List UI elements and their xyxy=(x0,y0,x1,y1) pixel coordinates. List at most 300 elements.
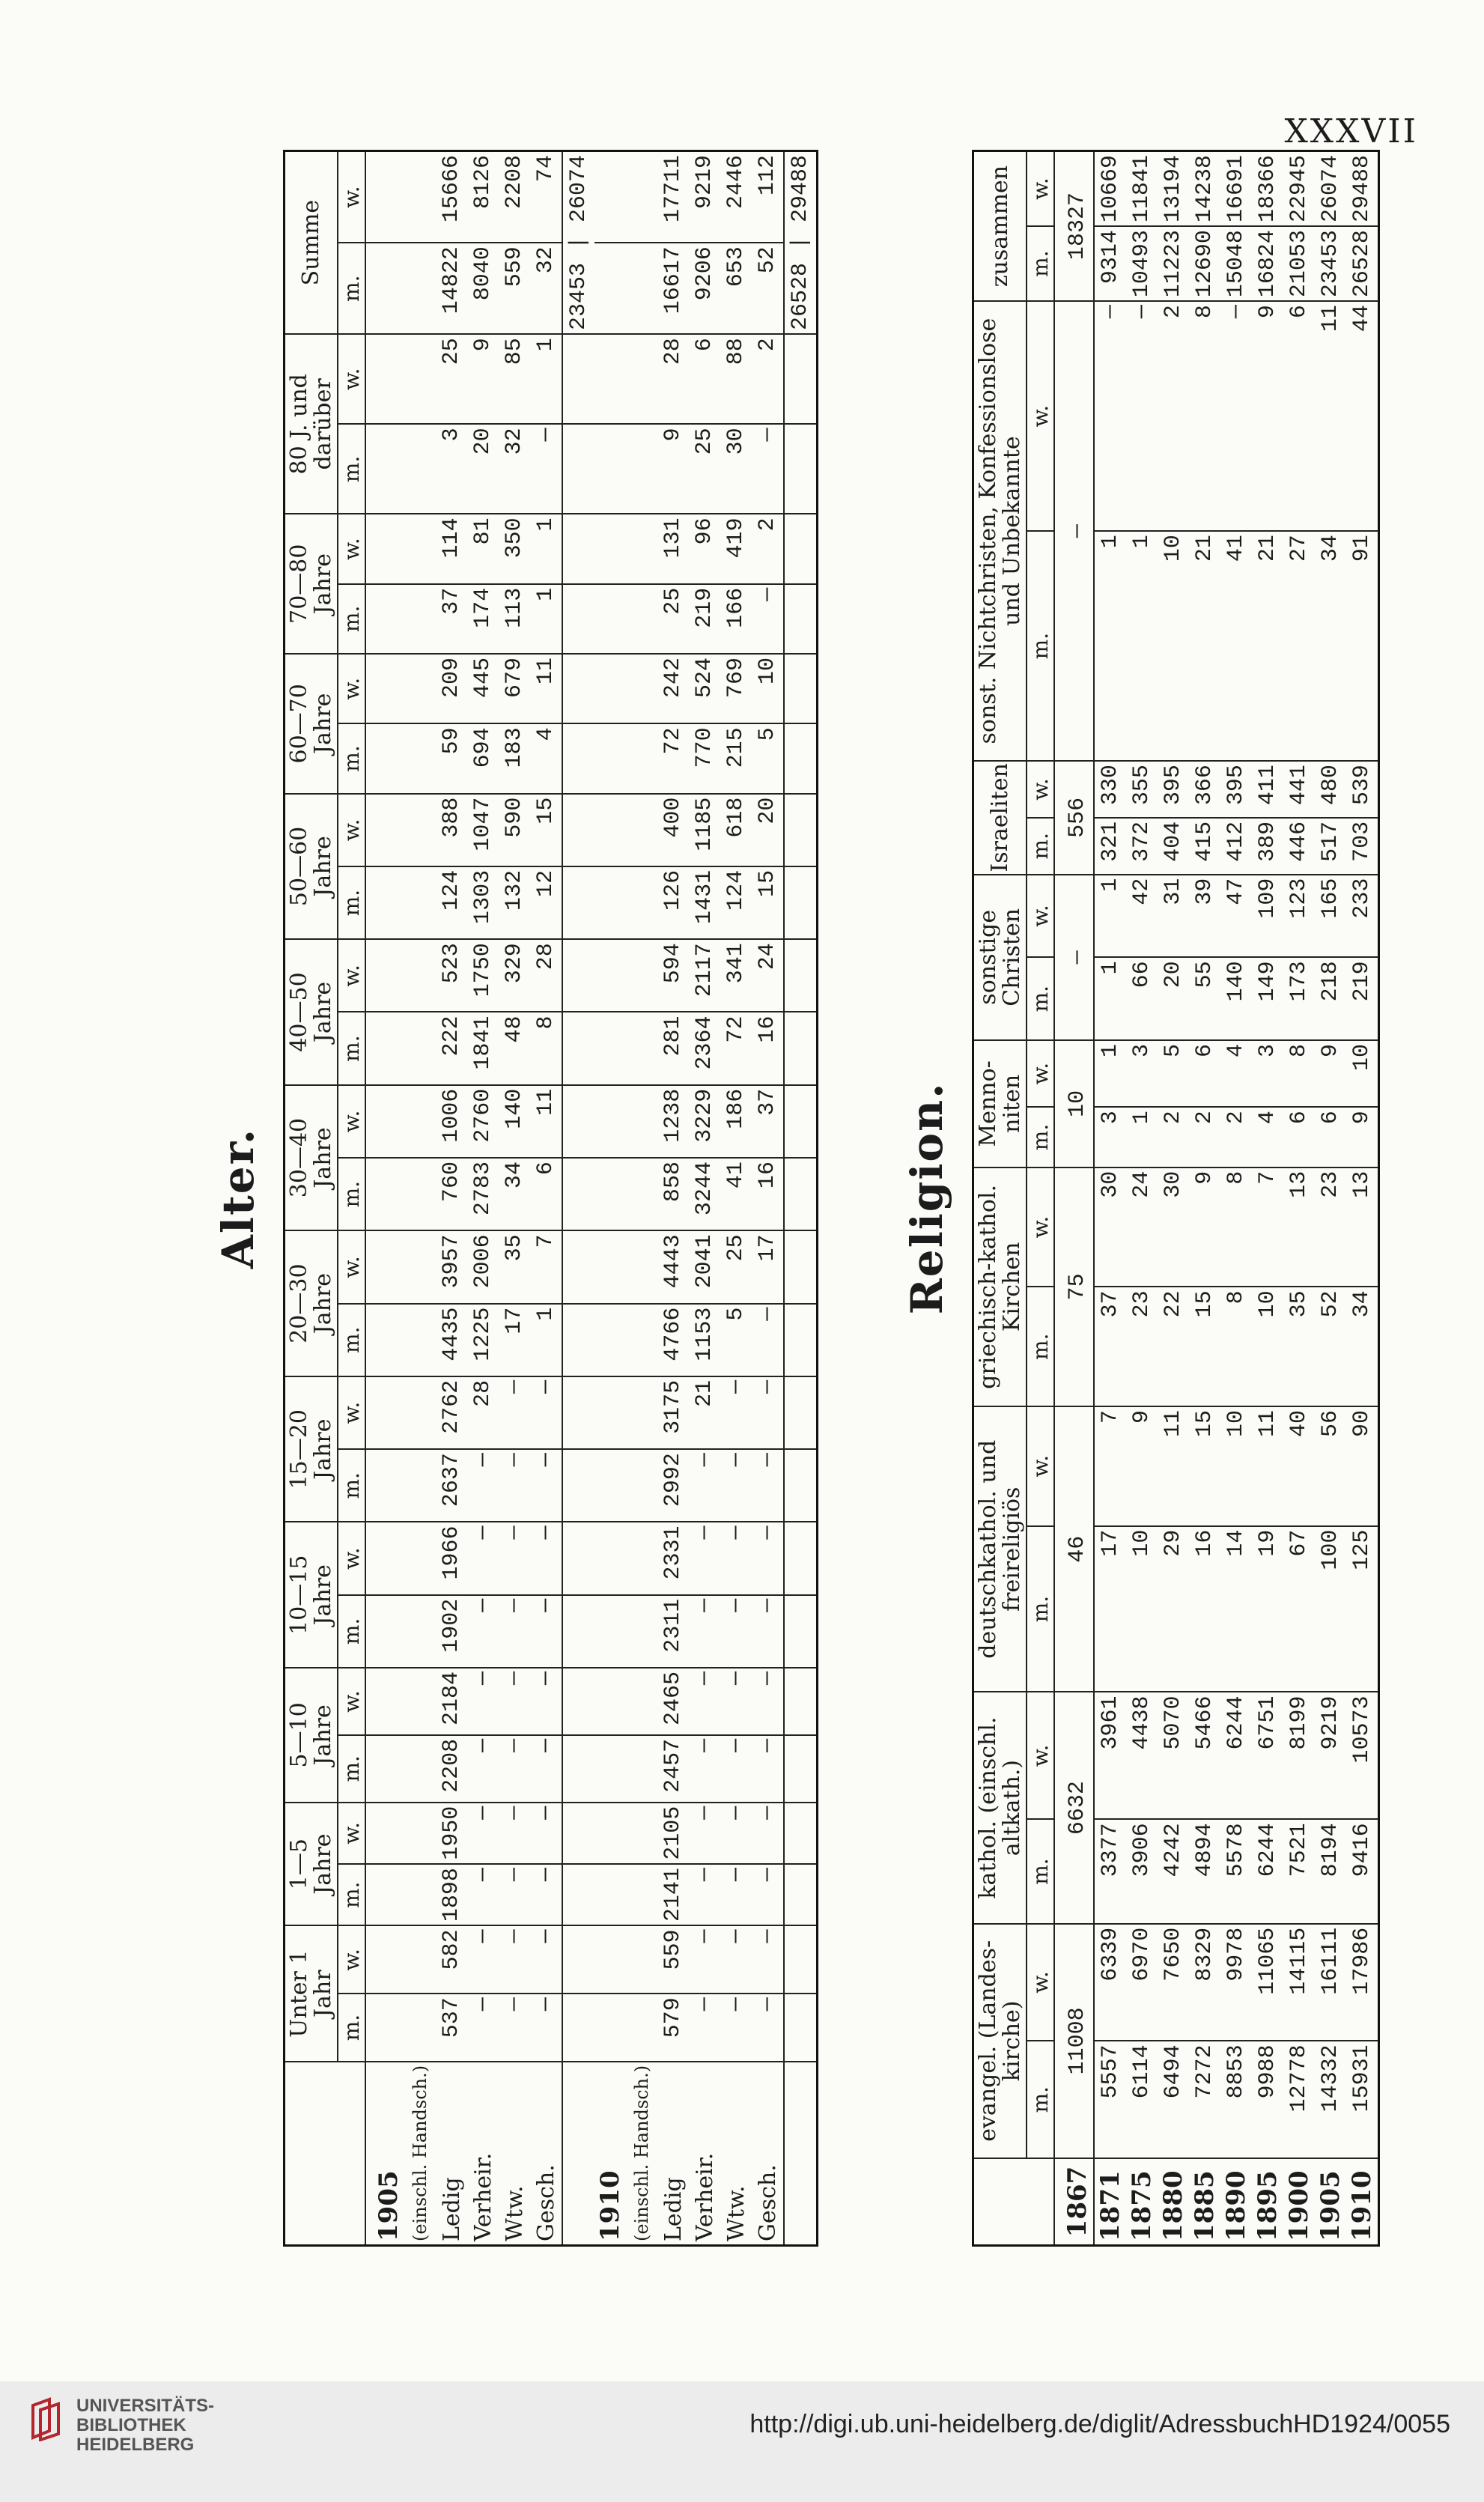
alter-cell: 2446 xyxy=(720,151,752,243)
alter-cell: — xyxy=(499,1595,530,1668)
mw-header: m. xyxy=(338,1595,365,1668)
alter-cell: — xyxy=(689,1994,720,2062)
alter-total-cell: 26528 | 29488 xyxy=(784,151,818,335)
alter-data-row xyxy=(752,151,784,2246)
empty-cell xyxy=(784,1304,818,1376)
empty-cell xyxy=(562,1012,594,1084)
alter-cell: 17 xyxy=(499,1304,530,1376)
empty-cell xyxy=(626,584,657,654)
religion-cell: 9 xyxy=(1189,1168,1220,1287)
religion-cell: 2 xyxy=(1158,1107,1189,1167)
empty-cell xyxy=(594,1803,626,1864)
empty-cell xyxy=(594,1735,626,1803)
religion-cell: 10 xyxy=(1126,1526,1158,1692)
alter-col-header: 20—30 Jahre xyxy=(285,1230,338,1376)
alter-cell: 186 xyxy=(720,1085,752,1158)
empty-cell xyxy=(365,866,404,939)
alter-cell: 25 xyxy=(436,334,467,424)
alter-cell: 679 xyxy=(499,654,530,723)
empty-cell xyxy=(784,939,818,1012)
alter-cell: 20 xyxy=(467,424,499,514)
alter-cell: 1 xyxy=(530,584,562,654)
alter-cell: 2184 xyxy=(436,1668,467,1735)
mw-header: w. xyxy=(1027,1692,1054,1819)
empty-cell xyxy=(626,1085,657,1158)
religion-cell: 34 xyxy=(1346,1287,1379,1406)
religion-year-label: 1885 xyxy=(1189,2158,1220,2246)
alter-cell: 35 xyxy=(499,1230,530,1303)
religion-cell: 539 xyxy=(1346,761,1379,818)
religion-cell: 8 xyxy=(1189,301,1220,531)
empty-cell xyxy=(365,1803,404,1864)
religion-cell: 30 xyxy=(1094,1168,1126,1287)
empty-cell xyxy=(784,1668,818,1735)
empty-cell xyxy=(365,1864,404,1925)
alter-cell: 3957 xyxy=(436,1230,467,1303)
religion-cell: 3961 xyxy=(1094,1692,1126,1819)
alter-cell: 222 xyxy=(436,1012,467,1084)
alter-cell: 400 xyxy=(657,794,689,866)
religion-cell: 41 xyxy=(1220,531,1252,761)
empty-cell xyxy=(626,1994,657,2062)
religion-cell: 26074 xyxy=(1315,151,1346,227)
religion-cell: 21 xyxy=(1189,531,1220,761)
alter-cell: 281 xyxy=(657,1012,689,1084)
religion-col-header: evangel. (Landes-kirche) xyxy=(973,1924,1027,2158)
empty-cell xyxy=(562,794,594,866)
mw-header: m. xyxy=(338,723,365,793)
religion-cell: 109 xyxy=(1252,875,1283,958)
religion-cell: 140 xyxy=(1220,957,1252,1040)
religion-cell: — xyxy=(1094,301,1126,531)
religion-cell: 5070 xyxy=(1158,1692,1189,1819)
alter-cell: 113 xyxy=(499,584,530,654)
alter-cell: 1225 xyxy=(467,1304,499,1376)
alter-cell: 7 xyxy=(530,1230,562,1303)
alter-cell: — xyxy=(752,1595,784,1668)
alter-cell: — xyxy=(499,1522,530,1594)
alter-cell: 25 xyxy=(689,424,720,514)
religion-cell: 6339 xyxy=(1094,1924,1126,2041)
empty-cell xyxy=(784,723,818,793)
empty-cell xyxy=(594,1522,626,1594)
mw-header: m. xyxy=(338,243,365,334)
religion-year-label: 1905 xyxy=(1315,2158,1346,2246)
alter-col-header: 80 J. und darüber xyxy=(285,334,338,514)
alter-cell: 183 xyxy=(499,723,530,793)
empty-cell xyxy=(562,654,594,723)
alter-cell: 48 xyxy=(499,1012,530,1084)
empty-cell xyxy=(784,1864,818,1925)
alter-cell: — xyxy=(530,1735,562,1803)
empty-cell xyxy=(594,1085,626,1158)
alter-cell: 166 xyxy=(720,584,752,654)
alter-col-header: 40—50 Jahre xyxy=(285,939,338,1085)
religion-cell: 4438 xyxy=(1126,1692,1158,1819)
empty-cell xyxy=(404,1012,436,1084)
empty-cell xyxy=(784,584,818,654)
religion-cell: 11 xyxy=(1315,301,1346,531)
alter-data-row xyxy=(657,151,689,2246)
religion-1867-row xyxy=(1054,151,1094,2246)
religion-cell: 480 xyxy=(1315,761,1346,818)
religion-cell: 149 xyxy=(1252,957,1283,1040)
alter-cell: — xyxy=(499,1449,530,1522)
alter-cell: — xyxy=(752,424,784,514)
empty-cell xyxy=(594,334,626,424)
alter-cell: — xyxy=(499,1376,530,1449)
religion-table xyxy=(972,150,1380,2247)
alter-cell: 72 xyxy=(720,1012,752,1084)
empty-cell xyxy=(626,1522,657,1594)
empty-cell xyxy=(784,1449,818,1522)
alter-cell: 4766 xyxy=(657,1304,689,1376)
alter-note-row xyxy=(626,151,657,2246)
empty-cell xyxy=(784,424,818,514)
alter-cell: 10 xyxy=(752,654,784,723)
mw-header: w. xyxy=(1027,1406,1054,1526)
alter-cell: 2465 xyxy=(657,1668,689,1735)
religion-cell: 6244 xyxy=(1220,1692,1252,1819)
alter-cell: 9219 xyxy=(689,151,720,243)
religion-cell: 8 xyxy=(1220,1168,1252,1287)
alter-cell: 16617 xyxy=(657,243,689,334)
alter-cell: — xyxy=(467,1668,499,1735)
alter-cell: — xyxy=(720,1864,752,1925)
religion-year-label: 1890 xyxy=(1220,2158,1252,2246)
religion-cell: 15 xyxy=(1189,1406,1220,1526)
religion-year-label: 1895 xyxy=(1252,2158,1283,2246)
alter-cell: 72 xyxy=(657,723,689,793)
alter-data-row xyxy=(467,151,499,2246)
empty-cell xyxy=(562,1376,594,1449)
empty-cell xyxy=(784,1595,818,1668)
alter-cell: 2783 xyxy=(467,1158,499,1230)
alter-cell: — xyxy=(720,1522,752,1594)
religion-cell: 55 xyxy=(1189,957,1220,1040)
religion-cell: 34 xyxy=(1315,531,1346,761)
religion-cell: 3 xyxy=(1126,1040,1158,1107)
religion-cell: 23453 xyxy=(1315,226,1346,301)
empty-cell xyxy=(562,1085,594,1158)
religion-cell: 10 xyxy=(1220,1406,1252,1526)
religion-data-row xyxy=(1283,151,1315,2246)
mw-header: m. xyxy=(338,1304,365,1376)
religion-cell: 10669 xyxy=(1094,151,1126,227)
religion-cell: 125 xyxy=(1346,1526,1379,1692)
alter-cell: 388 xyxy=(436,794,467,866)
religion-cell: 6 xyxy=(1283,301,1315,531)
alter-cell: — xyxy=(689,1926,720,1994)
religion-cell: — xyxy=(1220,301,1252,531)
alter-cell: — xyxy=(499,1864,530,1925)
empty-cell xyxy=(594,1012,626,1084)
empty-cell xyxy=(562,424,594,514)
religion-cell: 5578 xyxy=(1220,1819,1252,1923)
source-url-link[interactable]: http://digi.ub.uni-heidelberg.de/diglit/AdressbuchHD1924/0055 xyxy=(749,2410,1450,2438)
religion-year-label: 1910 xyxy=(1346,2158,1379,2246)
alter-cell: 25 xyxy=(720,1230,752,1303)
mw-header: m. xyxy=(1027,1526,1054,1692)
religion-cell: 7650 xyxy=(1158,1924,1189,2041)
alter-cell: — xyxy=(530,1864,562,1925)
alter-cell: 5 xyxy=(752,723,784,793)
empty-cell xyxy=(784,1803,818,1864)
mw-header: m. xyxy=(338,1735,365,1803)
empty-cell xyxy=(365,151,404,243)
empty-cell xyxy=(784,1012,818,1084)
mw-header: w. xyxy=(338,1926,365,1994)
alter-cell: 770 xyxy=(689,723,720,793)
religion-cell: 4 xyxy=(1220,1040,1252,1107)
religion-cell: 15 xyxy=(1189,1287,1220,1406)
alter-cell: — xyxy=(499,1926,530,1994)
alter-cell: 15 xyxy=(530,794,562,866)
alter-cell: — xyxy=(752,1449,784,1522)
empty-cell xyxy=(594,1230,626,1303)
empty-cell xyxy=(784,1735,818,1803)
alter-cell: 209 xyxy=(436,654,467,723)
religion-cell: 7 xyxy=(1252,1168,1283,1287)
alter-cell: 11 xyxy=(530,1085,562,1158)
religion-cell: 5557 xyxy=(1094,2041,1126,2158)
empty-cell xyxy=(365,1522,404,1594)
mw-header: w. xyxy=(1027,1168,1054,1287)
alter-row-label: Gesch. xyxy=(530,2062,562,2246)
alter-cell: 1 xyxy=(530,334,562,424)
alter-cell: 15 xyxy=(752,866,784,939)
alter-cell: — xyxy=(467,1864,499,1925)
empty-cell xyxy=(365,1085,404,1158)
empty-cell xyxy=(404,794,436,866)
religion-cell: 6970 xyxy=(1126,1924,1158,2041)
mw-header: w. xyxy=(1027,1040,1054,1107)
alter-cell: 2992 xyxy=(657,1449,689,1522)
religion-1867-cell: 10 xyxy=(1054,1040,1094,1168)
alter-cell: 3175 xyxy=(657,1376,689,1449)
empty-cell xyxy=(594,424,626,514)
empty-cell xyxy=(365,794,404,866)
empty-cell xyxy=(626,1595,657,1668)
empty-cell xyxy=(404,424,436,514)
religion-cell: 15931 xyxy=(1346,2041,1379,2158)
empty-cell xyxy=(594,723,626,793)
mw-header: m. xyxy=(1027,818,1054,875)
religion-cell: 9988 xyxy=(1252,2041,1283,2158)
alter-cell: 3229 xyxy=(689,1085,720,1158)
mw-header: m. xyxy=(1027,2041,1054,2158)
religion-cell: 8194 xyxy=(1315,1819,1346,1923)
alter-cell: 11 xyxy=(530,654,562,723)
mw-header: m. xyxy=(1027,531,1054,761)
empty-cell xyxy=(594,794,626,866)
alter-cell: 537 xyxy=(436,1994,467,2062)
mw-header: w. xyxy=(338,514,365,583)
alter-cell: 1898 xyxy=(436,1864,467,1925)
religion-cell: 11 xyxy=(1158,1406,1189,1526)
empty-cell xyxy=(365,723,404,793)
empty-cell xyxy=(626,866,657,939)
religion-cell: 123 xyxy=(1283,875,1315,958)
religion-cell: 4 xyxy=(1252,1107,1283,1167)
alter-cell: 24 xyxy=(752,939,784,1012)
religion-cell: 7272 xyxy=(1189,2041,1220,2158)
alter-cell: 350 xyxy=(499,514,530,583)
empty-cell xyxy=(594,151,626,243)
alter-cell: 15666 xyxy=(436,151,467,243)
religion-cell: 330 xyxy=(1094,761,1126,818)
alter-cell: — xyxy=(689,1449,720,1522)
empty-cell xyxy=(562,1668,594,1735)
religion-cell: 52 xyxy=(1315,1287,1346,1406)
alter-cell: 8040 xyxy=(467,243,499,334)
alter-cell: 2208 xyxy=(499,151,530,243)
empty-cell xyxy=(562,866,594,939)
alter-cell: 618 xyxy=(720,794,752,866)
religion-cell: 9 xyxy=(1126,1406,1158,1526)
alter-cell: 760 xyxy=(436,1158,467,1230)
alter-cell: 1 xyxy=(530,1304,562,1376)
empty-cell xyxy=(404,1668,436,1735)
religion-cell: 321 xyxy=(1094,818,1126,875)
mw-header: m. xyxy=(338,1449,365,1522)
empty-cell xyxy=(404,1449,436,1522)
religion-cell: 10 xyxy=(1158,531,1189,761)
alter-cell: 582 xyxy=(436,1926,467,1994)
mw-header: w. xyxy=(338,334,365,424)
religion-cell: 8329 xyxy=(1189,1924,1220,2041)
religion-cell: 3 xyxy=(1252,1040,1283,1107)
empty-cell xyxy=(594,1158,626,1230)
alter-data-row xyxy=(689,151,720,2246)
religion-cell: 19 xyxy=(1252,1526,1283,1692)
empty-cell xyxy=(404,1595,436,1668)
religion-col-header: sonstige Christen xyxy=(973,875,1027,1040)
empty-cell xyxy=(784,1085,818,1158)
alter-cell: — xyxy=(530,1595,562,1668)
religion-cell: 1 xyxy=(1094,875,1126,958)
alter-cell: — xyxy=(499,1803,530,1864)
alter-cell: — xyxy=(499,1994,530,2062)
alter-cell: — xyxy=(530,1376,562,1449)
religion-year-label: 1900 xyxy=(1283,2158,1315,2246)
alter-cell: 14822 xyxy=(436,243,467,334)
alter-cell: — xyxy=(752,584,784,654)
alter-cell: 17711 xyxy=(657,151,689,243)
alter-cell: 81 xyxy=(467,514,499,583)
alter-cell: — xyxy=(752,1735,784,1803)
religion-cell: 441 xyxy=(1283,761,1315,818)
library-logo-icon xyxy=(27,2396,64,2441)
empty-cell xyxy=(365,1158,404,1230)
empty-cell xyxy=(784,1376,818,1449)
empty-cell xyxy=(594,243,626,334)
alter-cell: 3 xyxy=(436,424,467,514)
alter-cell: 1303 xyxy=(467,866,499,939)
alter-total-row xyxy=(562,151,594,2246)
alter-cell: 59 xyxy=(436,723,467,793)
alter-cell: 126 xyxy=(657,866,689,939)
empty-cell xyxy=(365,1012,404,1084)
alter-data-row xyxy=(436,151,467,2246)
alter-cell: 37 xyxy=(752,1085,784,1158)
alter-cell: 1750 xyxy=(467,939,499,1012)
alter-cell: — xyxy=(689,1864,720,1925)
alter-note-label: (einschl. Handsch.) xyxy=(626,2062,657,2246)
alter-col-header: 1—5 Jahre xyxy=(285,1803,338,1926)
empty-cell xyxy=(784,2062,818,2246)
religion-year-header xyxy=(973,2158,1055,2246)
alter-cell: 419 xyxy=(720,514,752,583)
religion-col-header: zusammen xyxy=(973,151,1027,302)
religion-year-label: 1880 xyxy=(1158,2158,1189,2246)
alter-cell: 2006 xyxy=(467,1230,499,1303)
alter-cell: 21 xyxy=(689,1376,720,1449)
religion-year-label: 1867 xyxy=(1054,2158,1094,2246)
empty-cell xyxy=(594,1668,626,1735)
empty-cell xyxy=(626,939,657,1012)
alter-cell: — xyxy=(720,1994,752,2062)
empty-cell xyxy=(562,1595,594,1668)
alter-cell: — xyxy=(689,1595,720,1668)
empty-cell xyxy=(626,654,657,723)
religion-cell: 11841 xyxy=(1126,151,1158,227)
empty-cell xyxy=(626,1158,657,1230)
religion-cell: 446 xyxy=(1283,818,1315,875)
religion-cell: 404 xyxy=(1158,818,1189,875)
religion-cell: 100 xyxy=(1315,1526,1346,1692)
alter-col-header: 5—10 Jahre xyxy=(285,1668,338,1803)
empty-cell xyxy=(562,2062,594,2246)
alter-cell: 28 xyxy=(657,334,689,424)
mw-header: m. xyxy=(338,424,365,514)
religion-cell: 21053 xyxy=(1283,226,1315,301)
mw-header: w. xyxy=(1027,761,1054,818)
religion-cell: 40 xyxy=(1283,1406,1315,1526)
mw-header: w. xyxy=(338,1230,365,1303)
alter-cell: 4 xyxy=(530,723,562,793)
alter-cell: — xyxy=(752,1304,784,1376)
religion-cell: 47 xyxy=(1220,875,1252,958)
empty-cell xyxy=(784,334,818,424)
alter-cell: 5 xyxy=(720,1304,752,1376)
mw-header: w. xyxy=(338,939,365,1012)
alter-cell: — xyxy=(467,1449,499,1522)
empty-cell xyxy=(365,1994,404,2062)
mw-header: m. xyxy=(1027,1287,1054,1406)
alter-row-label: Ledig xyxy=(657,2062,689,2246)
religion-col-header: kathol. (einschl. altkath.) xyxy=(973,1692,1027,1923)
alter-row-label: Verheir. xyxy=(689,2062,720,2246)
alter-cell: 8126 xyxy=(467,151,499,243)
empty-cell xyxy=(594,1304,626,1376)
alter-cell: 12 xyxy=(530,866,562,939)
religion-cell: 1 xyxy=(1126,1107,1158,1167)
religion-year-label: 1875 xyxy=(1126,2158,1158,2246)
alter-cell: 96 xyxy=(689,514,720,583)
alter-cell: 1841 xyxy=(467,1012,499,1084)
mw-header: w. xyxy=(338,1085,365,1158)
empty-cell xyxy=(365,1668,404,1735)
alter-cell: 32 xyxy=(499,424,530,514)
empty-cell xyxy=(626,243,657,334)
religion-cell: 37 xyxy=(1094,1287,1126,1406)
alter-cell: 579 xyxy=(657,1994,689,2062)
religion-cell: 9978 xyxy=(1220,1924,1252,2041)
religion-cell: 2 xyxy=(1220,1107,1252,1167)
alter-total-row xyxy=(784,151,818,2246)
religion-cell: 2 xyxy=(1158,301,1189,531)
